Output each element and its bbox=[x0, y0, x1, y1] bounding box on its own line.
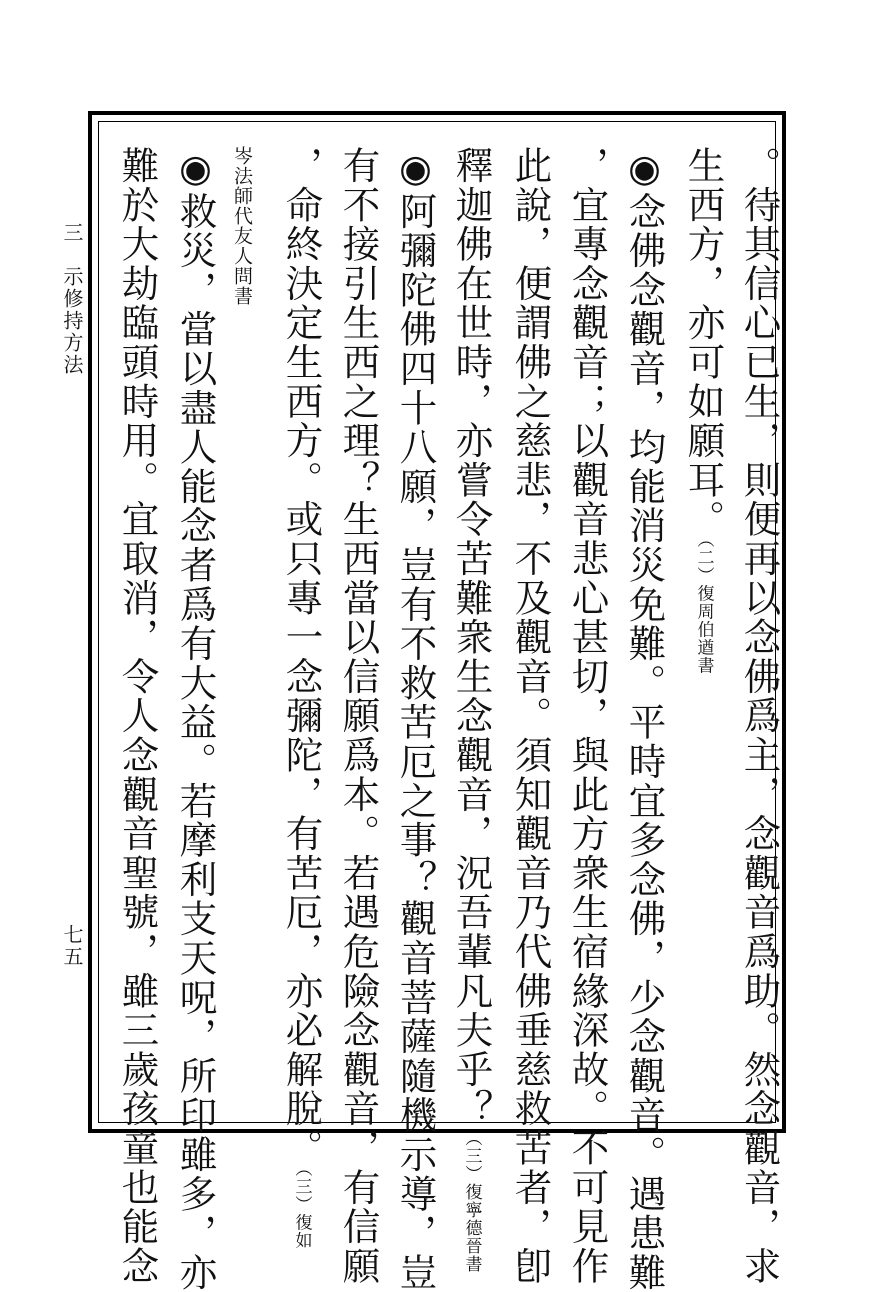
page-number: 七五 bbox=[60, 924, 84, 968]
running-head-section: 三 示修持方法 bbox=[60, 222, 84, 376]
letter-signature-line: 岑法師代友人問書 bbox=[231, 146, 253, 306]
text-column-5: 此說，便謂佛之慈悲，不及觀音。須知觀音乃代佛垂慈救苦者，卽 bbox=[508, 146, 553, 1286]
text-column-11: 難於大劫臨頭時用。宜取消，令人念觀音聖號，雖三歲孩童也能念 bbox=[115, 146, 160, 1286]
text-column-2: 生西方，亦可如願耳。（二）復周伯遒書 bbox=[681, 146, 726, 675]
citation-note: （三）復如 bbox=[291, 1167, 312, 1250]
text-column-4: ，宜專念觀音；以觀音悲心甚切，與此方衆生宿緣深故。不可見作 bbox=[565, 146, 610, 1286]
text-column-9: ，命終決定生西方。或只專一念彌陀，有苦厄，亦必解脫。（三）復如 bbox=[279, 146, 324, 1250]
text-column-8: 有不接引生西之理？生西當以信願爲本。若遇危險念觀音，有信願 bbox=[336, 146, 381, 1286]
text-column-10: ◉救災，當以盡人能念者爲有大益。若摩利支天呪，所印雖多，亦 bbox=[173, 146, 218, 1292]
citation-note: （三）復寧德晉書 bbox=[461, 1128, 482, 1273]
text-column-7: ◉阿彌陀佛四十八願，豈有不救苦厄之事？觀音菩薩隨機示導，豈 bbox=[393, 146, 438, 1292]
text-column-1: 。待其信心已生，則便再以念佛爲主，念觀音爲助。然念觀音，求 bbox=[737, 146, 782, 1286]
text-column-3: ◉念佛念觀音，均能消災免難。平時宜多念佛，少念觀音。遇患難 bbox=[622, 146, 667, 1292]
citation-note: （二）復周伯遒書 bbox=[693, 539, 714, 675]
text-column-6: 釋迦佛在世時，亦嘗令苦難衆生念觀音，況吾輩凡夫乎？（三）復寧德晉書 bbox=[449, 146, 494, 1273]
